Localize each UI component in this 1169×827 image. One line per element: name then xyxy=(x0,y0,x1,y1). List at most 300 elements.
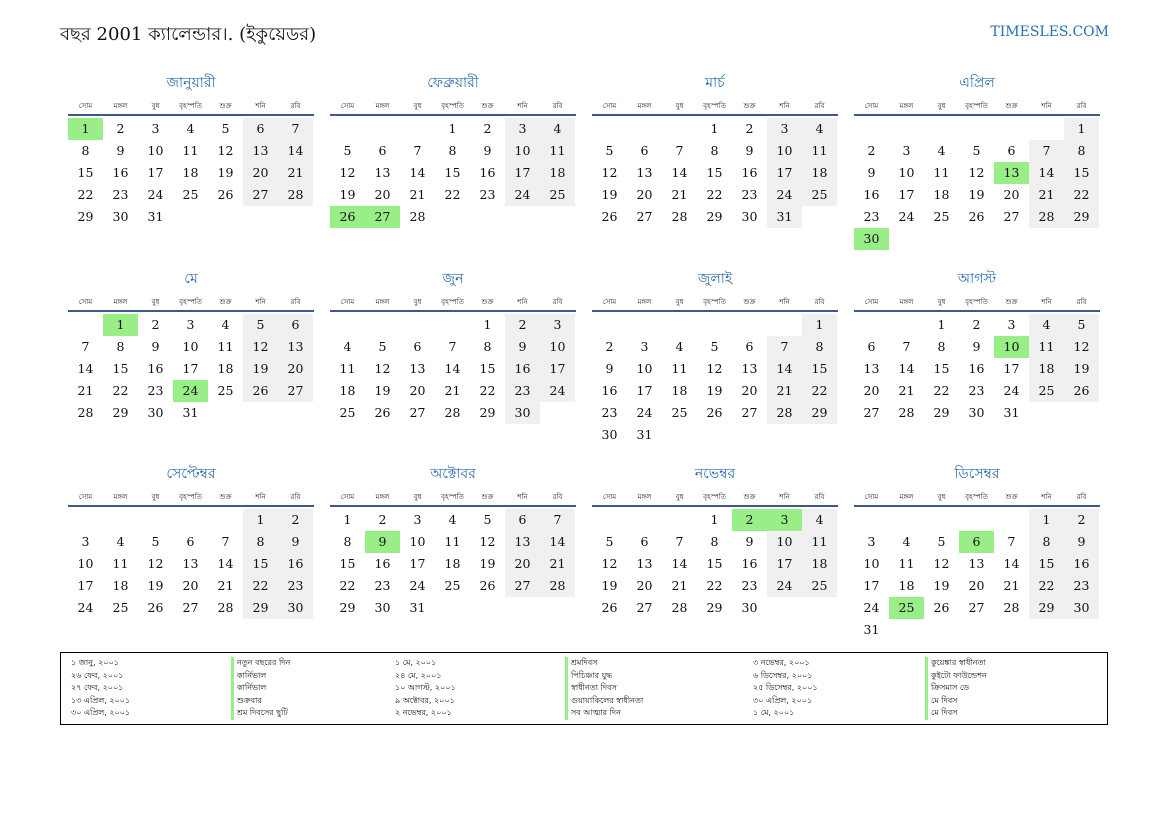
empty-cell xyxy=(767,314,802,336)
day-cell: 29 xyxy=(479,405,496,420)
month-name: জুলাই xyxy=(697,271,733,287)
day-cell: 11 xyxy=(933,165,950,180)
day-cell: 23 xyxy=(741,578,758,593)
day-cell: 18 xyxy=(933,187,950,202)
day-cell: 5 xyxy=(710,339,719,354)
day-cell: 13 xyxy=(636,165,653,180)
day-cell: 9 xyxy=(116,143,125,158)
day-cell: 12 xyxy=(243,336,278,358)
empty-cell xyxy=(889,118,924,140)
day-cell: 29 xyxy=(77,209,94,224)
day-cell: 8 xyxy=(937,339,946,354)
day-cell: 27 xyxy=(741,405,758,420)
weekday-label: শনি xyxy=(1041,102,1052,110)
holiday-name-column xyxy=(231,657,290,720)
holiday-date: ৩০ এপ্রিল, ২০০১ xyxy=(71,708,131,717)
day-cell: 10 xyxy=(898,165,915,180)
day-cell: 16 xyxy=(278,553,313,575)
day-cell: 20 xyxy=(374,187,391,202)
weekday-label: শনি xyxy=(517,493,528,501)
weekday-label: বুধ xyxy=(413,298,422,306)
day-cell: 2 xyxy=(972,317,981,332)
day-cell: 11 xyxy=(444,534,461,549)
day-cell: 14 xyxy=(1003,556,1020,571)
empty-cell xyxy=(889,509,924,531)
day-cell: 22 xyxy=(706,578,723,593)
day-cell: 24 xyxy=(1003,383,1020,398)
day-cell: 13 xyxy=(741,361,758,376)
day-cell: 25 xyxy=(802,184,837,206)
weekday-header xyxy=(854,100,1100,116)
weekday-header xyxy=(854,491,1100,507)
month-block xyxy=(592,270,838,446)
day-cell: 12 xyxy=(601,165,618,180)
weekday-label: সোম xyxy=(78,102,93,110)
day-grid xyxy=(68,314,314,424)
day-cell: 24 xyxy=(636,405,653,420)
day-cell: 5 xyxy=(1064,314,1099,336)
day-cell: 27 xyxy=(863,405,880,420)
day-cell: 28 xyxy=(444,405,461,420)
weekday-label: মঙ্গল xyxy=(637,102,652,110)
day-cell: 18 xyxy=(540,162,575,184)
day-cell: 22 xyxy=(1064,184,1099,206)
weekday-label: বুধ xyxy=(413,493,422,501)
day-cell: 11 xyxy=(1029,336,1064,358)
day-cell: 27 xyxy=(505,575,540,597)
day-cell: 19 xyxy=(968,187,985,202)
day-cell: 14 xyxy=(444,361,461,376)
empty-cell xyxy=(924,509,959,531)
day-cell: 30 xyxy=(505,402,540,424)
day-cell: 27 xyxy=(636,600,653,615)
weekday-label: শনি xyxy=(255,298,266,306)
day-cell: 10 xyxy=(505,140,540,162)
holiday-day: 27 xyxy=(365,206,400,228)
day-cell: 25 xyxy=(217,383,234,398)
holiday-date: ২৪ মে, ২০০১ xyxy=(395,670,442,680)
month-block xyxy=(592,74,838,228)
day-cell: 7 xyxy=(540,509,575,531)
weekday-label: রবি xyxy=(290,298,301,306)
day-cell: 11 xyxy=(802,140,837,162)
day-cell: 20 xyxy=(741,383,758,398)
weekday-label: শুক্র xyxy=(743,102,756,110)
site-link[interactable]: TIMESLES.COM xyxy=(990,24,1109,40)
day-cell: 9 xyxy=(1064,531,1099,553)
day-cell: 31 xyxy=(1003,405,1020,420)
holiday-name: মে দিবস xyxy=(925,695,987,708)
day-cell: 1 xyxy=(483,317,492,332)
day-cell: 20 xyxy=(863,383,880,398)
holiday-name: নতুন বছরের দিন xyxy=(231,657,290,670)
weekday-label: সোম xyxy=(78,493,93,501)
day-cell: 11 xyxy=(802,531,837,553)
day-cell: 24 xyxy=(77,600,94,615)
month-name: সেপ্টেম্বর xyxy=(166,466,216,482)
day-cell: 12 xyxy=(1064,336,1099,358)
holiday-name: পিচিঞ্চার যুদ্ধ xyxy=(565,670,643,683)
day-cell: 23 xyxy=(374,578,391,593)
day-cell: 1 xyxy=(1064,118,1099,140)
day-cell: 25 xyxy=(802,575,837,597)
holiday-day: 25 xyxy=(889,597,924,619)
day-cell: 18 xyxy=(898,578,915,593)
day-cell: 30 xyxy=(1064,597,1099,619)
holiday-day: 2 xyxy=(732,509,767,531)
day-cell: 22 xyxy=(479,383,496,398)
day-cell: 21 xyxy=(77,383,94,398)
empty-cell xyxy=(732,314,767,336)
month-name: ডিসেম্বর xyxy=(954,466,1000,482)
day-cell: 17 xyxy=(409,556,426,571)
holiday-name: সব আত্মার দিন xyxy=(565,707,643,720)
weekday-label: রবি xyxy=(290,102,301,110)
day-cell: 19 xyxy=(933,578,950,593)
day-cell: 20 xyxy=(636,187,653,202)
day-cell: 29 xyxy=(339,600,356,615)
day-cell: 22 xyxy=(77,187,94,202)
day-cell: 7 xyxy=(448,339,457,354)
day-cell: 18 xyxy=(1029,358,1064,380)
month-name: আগস্ট xyxy=(957,271,997,287)
day-cell: 14 xyxy=(767,358,802,380)
day-cell: 14 xyxy=(898,361,915,376)
holiday-name: মে দিবস xyxy=(925,707,987,720)
day-cell: 9 xyxy=(605,361,614,376)
day-cell: 17 xyxy=(767,162,802,184)
empty-cell xyxy=(959,118,994,140)
day-cell: 29 xyxy=(1029,597,1064,619)
day-cell: 21 xyxy=(540,553,575,575)
day-cell: 6 xyxy=(1007,143,1016,158)
weekday-label: বুধ xyxy=(675,298,684,306)
weekday-header xyxy=(330,296,576,312)
weekday-label: বৃহস্পতি xyxy=(965,102,988,110)
day-cell: 16 xyxy=(968,361,985,376)
weekday-label: শুক্র xyxy=(219,102,232,110)
weekday-label: মঙ্গল xyxy=(113,102,128,110)
day-cell: 11 xyxy=(217,339,234,354)
day-cell: 12 xyxy=(933,556,950,571)
day-cell: 17 xyxy=(77,578,94,593)
day-cell: 6 xyxy=(243,118,278,140)
holiday-date: ৬ ডিসেম্বর, ২০০১ xyxy=(753,670,813,680)
day-cell: 6 xyxy=(278,314,313,336)
day-cell: 11 xyxy=(182,143,199,158)
day-cell: 21 xyxy=(898,383,915,398)
weekday-label: শনি xyxy=(779,102,790,110)
day-cell: 22 xyxy=(243,575,278,597)
day-cell: 20 xyxy=(968,578,985,593)
day-cell: 15 xyxy=(802,358,837,380)
day-cell: 21 xyxy=(278,162,313,184)
day-cell: 30 xyxy=(968,405,985,420)
day-cell: 6 xyxy=(745,339,754,354)
weekday-header xyxy=(330,491,576,507)
holiday-name: কার্নিভাল xyxy=(231,670,290,683)
weekday-header xyxy=(68,100,314,116)
holiday-date: ৩ নভেম্বর, ২০০১ xyxy=(753,658,810,667)
weekday-label: মঙ্গল xyxy=(899,298,914,306)
day-cell: 26 xyxy=(479,578,496,593)
day-cell: 7 xyxy=(1007,534,1016,549)
day-cell: 7 xyxy=(278,118,313,140)
day-cell: 20 xyxy=(636,578,653,593)
weekday-header xyxy=(330,100,576,116)
day-cell: 4 xyxy=(902,534,911,549)
day-cell: 19 xyxy=(601,187,618,202)
holiday-date: ১ মে, ২০০১ xyxy=(395,658,437,667)
holiday-date: ২৬ ফেব, ২০০১ xyxy=(71,670,124,680)
day-cell: 4 xyxy=(675,339,684,354)
empty-cell xyxy=(1029,118,1064,140)
day-cell: 7 xyxy=(1029,140,1064,162)
weekday-label: শুক্র xyxy=(1005,493,1018,501)
month-name: নভেম্বর xyxy=(694,466,736,482)
day-cell: 3 xyxy=(767,118,802,140)
day-cell: 22 xyxy=(933,383,950,398)
day-cell: 3 xyxy=(151,121,160,136)
day-cell: 16 xyxy=(112,165,129,180)
day-cell: 19 xyxy=(1064,358,1099,380)
day-cell: 27 xyxy=(182,600,199,615)
day-cell: 19 xyxy=(479,556,496,571)
weekday-header xyxy=(592,100,838,116)
day-cell: 2 xyxy=(605,339,614,354)
weekday-label: শুক্র xyxy=(743,298,756,306)
day-cell: 30 xyxy=(278,597,313,619)
weekday-label: সোম xyxy=(78,298,93,306)
weekday-label: বৃহস্পতি xyxy=(965,298,988,306)
day-cell: 5 xyxy=(972,143,981,158)
day-cell: 2 xyxy=(151,317,160,332)
day-cell: 24 xyxy=(409,578,426,593)
day-cell: 14 xyxy=(1029,162,1064,184)
day-cell: 23 xyxy=(968,383,985,398)
day-cell: 27 xyxy=(636,209,653,224)
day-cell: 2 xyxy=(867,143,876,158)
day-cell: 28 xyxy=(767,402,802,424)
weekday-label: বৃহস্পতি xyxy=(441,493,464,501)
day-cell: 27 xyxy=(409,405,426,420)
day-cell: 12 xyxy=(706,361,723,376)
weekday-label: শনি xyxy=(255,102,266,110)
day-cell: 25 xyxy=(671,405,688,420)
day-cell: 30 xyxy=(112,209,129,224)
weekday-label: মঙ্গল xyxy=(637,493,652,501)
month-block xyxy=(68,74,314,228)
weekday-label: রবি xyxy=(814,298,825,306)
day-cell: 26 xyxy=(933,600,950,615)
day-cell: 8 xyxy=(483,339,492,354)
weekday-label: শুক্র xyxy=(743,493,756,501)
day-cell: 2 xyxy=(745,121,754,136)
month-name: মে xyxy=(184,271,198,287)
day-cell: 4 xyxy=(343,339,352,354)
empty-cell xyxy=(330,314,365,336)
holiday-date: ২৫ ডিসেম্বর, ২০০১ xyxy=(753,683,818,692)
day-grid xyxy=(592,314,838,446)
day-cell: 17 xyxy=(863,578,880,593)
day-cell: 30 xyxy=(741,600,758,615)
day-cell: 1 xyxy=(710,512,719,527)
day-cell: 16 xyxy=(1064,553,1099,575)
weekday-label: সোম xyxy=(864,298,879,306)
day-cell: 20 xyxy=(505,553,540,575)
day-cell: 15 xyxy=(933,361,950,376)
day-cell: 9 xyxy=(151,339,160,354)
holiday-day: 9 xyxy=(365,531,400,553)
day-cell: 21 xyxy=(767,380,802,402)
day-cell: 5 xyxy=(243,314,278,336)
day-cell: 26 xyxy=(374,405,391,420)
empty-cell xyxy=(400,314,435,336)
day-grid xyxy=(330,509,576,619)
day-cell: 8 xyxy=(448,143,457,158)
month-block xyxy=(330,74,576,228)
weekday-label: রবি xyxy=(290,493,301,501)
weekday-label: শনি xyxy=(517,102,528,110)
empty-cell xyxy=(854,118,889,140)
empty-cell xyxy=(365,314,400,336)
page-title: বছর 2001 ক্যালেন্ডার।. (ইকুয়েডর) xyxy=(60,24,317,45)
day-cell: 9 xyxy=(483,143,492,158)
day-cell: 28 xyxy=(1029,206,1064,228)
day-cell: 28 xyxy=(409,209,426,224)
day-cell: 13 xyxy=(636,556,653,571)
day-cell: 25 xyxy=(444,578,461,593)
month-name: জুন xyxy=(442,271,464,287)
day-cell: 8 xyxy=(802,336,837,358)
day-grid xyxy=(854,314,1100,424)
weekday-label: মঙ্গল xyxy=(113,493,128,501)
day-cell: 1 xyxy=(448,121,457,136)
weekday-label: মঙ্গল xyxy=(375,102,390,110)
day-cell: 1 xyxy=(243,509,278,531)
day-cell: 18 xyxy=(112,578,129,593)
weekday-label: বুধ xyxy=(675,493,684,501)
holiday-date: ১৩ এপ্রিল, ২০০১ xyxy=(71,695,131,705)
day-grid xyxy=(592,509,838,619)
day-cell: 12 xyxy=(217,143,234,158)
weekday-label: মঙ্গল xyxy=(637,298,652,306)
day-cell: 2 xyxy=(378,512,387,527)
day-cell: 3 xyxy=(413,512,422,527)
weekday-label: বৃহস্পতি xyxy=(441,102,464,110)
day-cell: 14 xyxy=(671,556,688,571)
weekday-label: বুধ xyxy=(937,102,946,110)
day-cell: 22 xyxy=(339,578,356,593)
holiday-date-column xyxy=(395,657,456,720)
weekday-label: রবি xyxy=(814,493,825,501)
empty-cell xyxy=(627,509,662,531)
day-cell: 8 xyxy=(710,534,719,549)
day-cell: 25 xyxy=(933,209,950,224)
day-cell: 5 xyxy=(605,143,614,158)
weekday-label: শুক্র xyxy=(481,102,494,110)
holiday-date: ১০ আগস্ট, ২০০১ xyxy=(395,683,456,692)
day-cell: 20 xyxy=(409,383,426,398)
day-cell: 10 xyxy=(767,531,802,553)
day-cell: 23 xyxy=(479,187,496,202)
day-cell: 7 xyxy=(675,143,684,158)
weekday-label: সোম xyxy=(864,102,879,110)
day-cell: 6 xyxy=(640,534,649,549)
day-cell: 19 xyxy=(217,165,234,180)
day-cell: 14 xyxy=(540,531,575,553)
day-cell: 10 xyxy=(147,143,164,158)
month-block xyxy=(68,465,314,619)
day-cell: 22 xyxy=(802,380,837,402)
day-cell: 10 xyxy=(767,140,802,162)
day-cell: 28 xyxy=(217,600,234,615)
day-cell: 16 xyxy=(863,187,880,202)
day-cell: 22 xyxy=(112,383,129,398)
day-cell: 13 xyxy=(505,531,540,553)
weekday-label: রবি xyxy=(1076,493,1087,501)
empty-cell xyxy=(994,509,1029,531)
day-cell: 28 xyxy=(77,405,94,420)
holiday-date: ১ মে, ২০০১ xyxy=(753,708,795,717)
day-cell: 17 xyxy=(182,361,199,376)
weekday-label: শুক্র xyxy=(1005,102,1018,110)
day-cell: 4 xyxy=(1029,314,1064,336)
day-cell: 25 xyxy=(182,187,199,202)
weekday-label: রবি xyxy=(814,102,825,110)
day-cell: 29 xyxy=(802,402,837,424)
day-cell: 18 xyxy=(671,383,688,398)
day-cell: 3 xyxy=(81,534,90,549)
weekday-label: বৃহস্পতি xyxy=(441,298,464,306)
weekday-label: বুধ xyxy=(413,102,422,110)
day-cell: 24 xyxy=(505,184,540,206)
day-cell: 27 xyxy=(968,600,985,615)
empty-cell xyxy=(592,509,627,531)
day-cell: 29 xyxy=(706,600,723,615)
day-cell: 31 xyxy=(147,209,164,224)
day-cell: 11 xyxy=(540,140,575,162)
holiday-name: স্বাধীনতা দিবস xyxy=(565,682,643,695)
day-cell: 1 xyxy=(710,121,719,136)
day-cell: 18 xyxy=(802,162,837,184)
day-cell: 8 xyxy=(1064,140,1099,162)
holiday-name: কুয়েঙ্কার স্বাধীনতা xyxy=(925,657,987,670)
day-cell: 23 xyxy=(741,187,758,202)
weekday-label: বৃহস্পতি xyxy=(179,298,202,306)
holiday-name: শ্রমদিবস xyxy=(565,657,643,670)
day-cell: 11 xyxy=(112,556,129,571)
day-cell: 25 xyxy=(112,600,129,615)
day-cell: 23 xyxy=(1064,575,1099,597)
weekday-label: বৃহস্পতি xyxy=(179,102,202,110)
day-cell: 16 xyxy=(479,165,496,180)
day-cell: 7 xyxy=(81,339,90,354)
empty-cell xyxy=(662,314,697,336)
day-cell: 6 xyxy=(413,339,422,354)
day-cell: 7 xyxy=(767,336,802,358)
weekday-label: বৃহস্পতি xyxy=(703,493,726,501)
day-cell: 21 xyxy=(217,578,234,593)
month-name: ফেব্রুয়ারী xyxy=(427,75,479,91)
empty-cell xyxy=(662,509,697,531)
holiday-day: 30 xyxy=(854,228,889,250)
day-cell: 1 xyxy=(937,317,946,332)
day-cell: 23 xyxy=(505,380,540,402)
holiday-name: শুক্রবার xyxy=(231,695,290,708)
month-block xyxy=(592,465,838,619)
day-cell: 12 xyxy=(147,556,164,571)
